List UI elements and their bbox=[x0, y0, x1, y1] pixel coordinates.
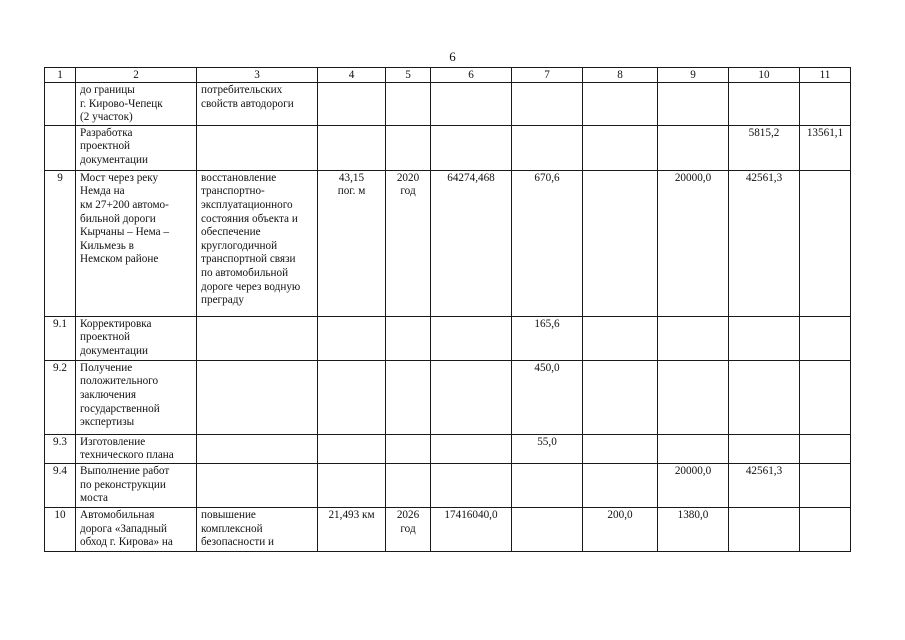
table-cell-col-5: 2020 год bbox=[386, 170, 431, 316]
table-cell-col-4 bbox=[318, 83, 386, 126]
table-cell-col-1: 9.3 bbox=[45, 434, 76, 463]
table-cell-col-7 bbox=[512, 125, 583, 170]
table-cell-col-7 bbox=[512, 83, 583, 126]
table-cell-col-4 bbox=[318, 125, 386, 170]
table-cell-col-9: 20000,0 bbox=[658, 463, 729, 507]
table-cell-col-8 bbox=[583, 463, 658, 507]
table-cell-col-5 bbox=[386, 434, 431, 463]
table-cell-col-10 bbox=[729, 360, 800, 434]
table-cell-col-6 bbox=[431, 463, 512, 507]
table-cell-col-3 bbox=[197, 360, 318, 434]
table-cell-col-7 bbox=[512, 463, 583, 507]
header-cell: 1 bbox=[45, 68, 76, 83]
table-cell-col-8 bbox=[583, 316, 658, 360]
table-cell-col-10 bbox=[729, 316, 800, 360]
table-cell-col-7: 55,0 bbox=[512, 434, 583, 463]
table-cell-col-7: 165,6 bbox=[512, 316, 583, 360]
table-cell-col-4 bbox=[318, 434, 386, 463]
table-cell-col-4 bbox=[318, 316, 386, 360]
table-cell-col-11 bbox=[800, 170, 851, 316]
table-row bbox=[45, 434, 851, 463]
table-cell-col-9 bbox=[658, 125, 729, 170]
table-row bbox=[45, 125, 851, 170]
table-cell-col-9: 1380,0 bbox=[658, 507, 729, 551]
table-cell-col-1: 9.1 bbox=[45, 316, 76, 360]
header-cell: 3 bbox=[197, 68, 318, 83]
page-number: 6 bbox=[449, 49, 456, 64]
table-cell-col-6 bbox=[431, 360, 512, 434]
table-cell-col-3 bbox=[197, 463, 318, 507]
table-cell-col-11 bbox=[800, 434, 851, 463]
header-row bbox=[45, 68, 851, 83]
table-cell-col-1: 10 bbox=[45, 507, 76, 551]
table-cell-col-8 bbox=[583, 125, 658, 170]
data-table bbox=[44, 67, 851, 552]
table-cell-col-2: Автомобильная дорога «Западный обход г. Кирова» на bbox=[76, 507, 197, 551]
table-cell-col-10: 42561,3 bbox=[729, 170, 800, 316]
table-cell-col-4 bbox=[318, 360, 386, 434]
table-cell-col-1: 9.2 bbox=[45, 360, 76, 434]
table-cell-col-5 bbox=[386, 316, 431, 360]
header-cell: 9 bbox=[658, 68, 729, 83]
table-row bbox=[45, 316, 851, 360]
table-cell-col-11 bbox=[800, 316, 851, 360]
table-cell-col-10: 42561,3 bbox=[729, 463, 800, 507]
table-cell-col-6 bbox=[431, 316, 512, 360]
table-cell-col-2: Разработка проектной документации bbox=[76, 125, 197, 170]
table-cell-col-2: Мост через реку Немда на км 27+200 автомо- бильной дороги Кырчаны – Нема – Кильмезь в Немском районе bbox=[76, 170, 197, 316]
table-row bbox=[45, 83, 851, 126]
table-row bbox=[45, 507, 851, 551]
table-cell-col-9 bbox=[658, 316, 729, 360]
table-cell-col-3 bbox=[197, 125, 318, 170]
table-cell-col-11 bbox=[800, 463, 851, 507]
table-cell-col-3: повышение комплексной безопасности и bbox=[197, 507, 318, 551]
table-cell-col-5 bbox=[386, 83, 431, 126]
table-cell-col-11 bbox=[800, 507, 851, 551]
table-cell-col-2: до границы г. Кирово-Чепецк (2 участок) bbox=[76, 83, 197, 126]
table-cell-col-1 bbox=[45, 83, 76, 126]
table-cell-col-4: 21,493 км bbox=[318, 507, 386, 551]
table-cell-col-10: 5815,2 bbox=[729, 125, 800, 170]
table-cell-col-2: Выполнение работ по реконструкции моста bbox=[76, 463, 197, 507]
table-cell-col-5 bbox=[386, 360, 431, 434]
table-cell-col-6 bbox=[431, 434, 512, 463]
header-cell: 8 bbox=[583, 68, 658, 83]
table-cell-col-6 bbox=[431, 83, 512, 126]
table-cell-col-4 bbox=[318, 463, 386, 507]
table-cell-col-2: Корректировка проектной документации bbox=[76, 316, 197, 360]
table-cell-col-7: 450,0 bbox=[512, 360, 583, 434]
table-cell-col-3 bbox=[197, 434, 318, 463]
header-cell: 7 bbox=[512, 68, 583, 83]
table-cell-col-7 bbox=[512, 507, 583, 551]
table-cell-col-9 bbox=[658, 434, 729, 463]
table-cell-col-6: 64274,468 bbox=[431, 170, 512, 316]
table-cell-col-6 bbox=[431, 125, 512, 170]
table-cell-col-10 bbox=[729, 434, 800, 463]
table-cell-col-3: восстановление транспортно- эксплуатационного состояния объекта и обеспечение круглогодичной транспортной связи по автомобильной дороге через водную преграду bbox=[197, 170, 318, 316]
table-body bbox=[45, 68, 851, 552]
table-cell-col-7: 670,6 bbox=[512, 170, 583, 316]
table-cell-col-8 bbox=[583, 434, 658, 463]
table-cell-col-10 bbox=[729, 83, 800, 126]
table-cell-col-5 bbox=[386, 463, 431, 507]
table-row bbox=[45, 170, 851, 316]
table-cell-col-8 bbox=[583, 360, 658, 434]
table-cell-col-1 bbox=[45, 125, 76, 170]
header-cell: 5 bbox=[386, 68, 431, 83]
table-cell-col-9 bbox=[658, 83, 729, 126]
table-row bbox=[45, 360, 851, 434]
table-cell-col-5: 2026 год bbox=[386, 507, 431, 551]
table-cell-col-3 bbox=[197, 316, 318, 360]
table-cell-col-2: Получение положительного заключения государственной экспертизы bbox=[76, 360, 197, 434]
table-cell-col-4: 43,15 пог. м bbox=[318, 170, 386, 316]
table-cell-col-10 bbox=[729, 507, 800, 551]
table-cell-col-1: 9.4 bbox=[45, 463, 76, 507]
table-cell-col-8 bbox=[583, 170, 658, 316]
header-cell: 11 bbox=[800, 68, 851, 83]
table-cell-col-1: 9 bbox=[45, 170, 76, 316]
table-cell-col-9 bbox=[658, 360, 729, 434]
table-cell-col-5 bbox=[386, 125, 431, 170]
table-cell-col-11: 13561,1 bbox=[800, 125, 851, 170]
table-cell-col-6: 17416040,0 bbox=[431, 507, 512, 551]
header-cell: 6 bbox=[431, 68, 512, 83]
table-cell-col-3: потребительских свойств автодороги bbox=[197, 83, 318, 126]
table-row bbox=[45, 463, 851, 507]
table-cell-col-11 bbox=[800, 83, 851, 126]
table-cell-col-8 bbox=[583, 83, 658, 126]
table-cell-col-11 bbox=[800, 360, 851, 434]
header-cell: 10 bbox=[729, 68, 800, 83]
table-cell-col-8: 200,0 bbox=[583, 507, 658, 551]
header-cell: 4 bbox=[318, 68, 386, 83]
table-cell-col-9: 20000,0 bbox=[658, 170, 729, 316]
table-cell-col-2: Изготовление технического плана bbox=[76, 434, 197, 463]
header-cell: 2 bbox=[76, 68, 197, 83]
